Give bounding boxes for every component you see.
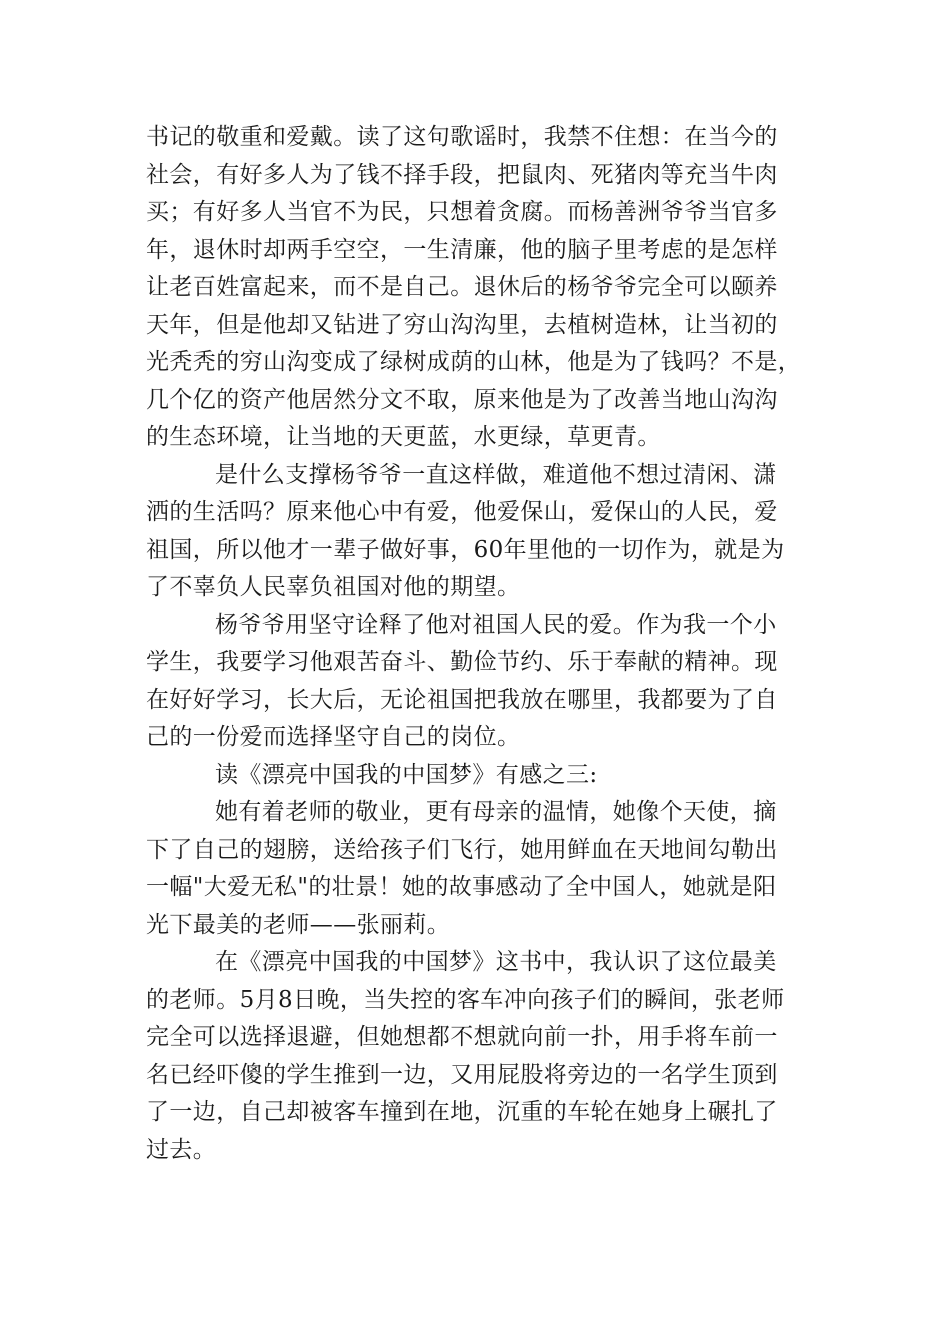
text-line: 一幅"大爱无私"的壮景！她的故事感动了全中国人，她就是阳: [146, 874, 777, 900]
body-text: [146, 119, 806, 1169]
text-line: 她有着老师的敬业，更有母亲的温情，她像个天使，摘: [215, 799, 777, 825]
text-line: 下了自己的翅膀，送给孩子们飞行，她用鲜血在天地间勾勒出: [146, 836, 778, 863]
text-line: 是什么支撑杨爷爷一直这样做，难道他不想过清闲、潇: [215, 461, 777, 488]
text-line: 社会，有好多人为了钱不择手段，把鼠肉、死猪肉等充当牛肉: [146, 161, 778, 188]
text-line: 洒的生活吗？原来他心中有爱，他爱保山，爱保山的人民，爱: [146, 499, 778, 525]
text-line: 了不辜负人民辜负祖国对他的期望。: [146, 574, 521, 600]
text-line: 己的一份爱而选择坚守自己的岗位。: [146, 724, 521, 750]
text-line: 的生态环境，让当地的天更蓝，水更绿，草更青。: [146, 424, 661, 450]
text-line: 祖国，所以他才一辈子做好事，60年里他的一切作为，就是为: [146, 536, 785, 563]
text-line: 让老百姓富起来，而不是自己。退休后的杨爷爷完全可以颐养: [146, 274, 778, 300]
text-line: 年，退休时却两手空空，一生清廉，他的脑子里考虑的是怎样: [146, 236, 778, 263]
text-line: 读《漂亮中国我的中国梦》有感之三:: [215, 761, 598, 788]
text-line: 杨爷爷用坚守诠释了他对祖国人民的爱。作为我一个小: [215, 611, 777, 638]
text-line: 买；有好多人当官不为民，只想着贪腐。而杨善洲爷爷当官多: [146, 199, 778, 225]
text-line: 了一边，自己却被客车撞到在地，沉重的车轮在她身上碾扎了: [146, 1099, 778, 1125]
text-line: 几个亿的资产他居然分文不取，原来他是为了改善当地山沟沟: [146, 386, 778, 413]
text-line: 在《漂亮中国我的中国梦》这书中，我认识了这位最美: [215, 949, 777, 975]
text-line: 光下最美的老师——张丽莉。: [146, 911, 451, 938]
text-line: 学生，我要学习他艰苦奋斗、勤俭节约、乐于奉献的精神。现: [146, 649, 778, 675]
text-line: 在好好学习，长大后，无论祖国把我放在哪里，我都要为了自: [146, 686, 778, 713]
text-line: 名已经吓傻的学生推到一边，又用屁股将旁边的一名学生顶到: [146, 1061, 778, 1088]
text-line: 过去。: [146, 1136, 217, 1163]
text-line: 天年，但是他却又钻进了穷山沟沟里，去植树造林，让当初的: [146, 311, 778, 338]
text-line: 的老师。5月8日晚，当失控的客车冲向孩子们的瞬间，张老师: [146, 986, 785, 1013]
text-line: 书记的敬重和爱戴。读了这句歌谣时，我禁不住想：在当今的: [146, 124, 778, 150]
text-line: 光秃秃的穷山沟变成了绿树成荫的山林，他是为了钱吗？不是，: [146, 349, 802, 375]
text-line: 完全可以选择退避，但她想都不想就向前一扑，用手将车前一: [146, 1024, 778, 1050]
